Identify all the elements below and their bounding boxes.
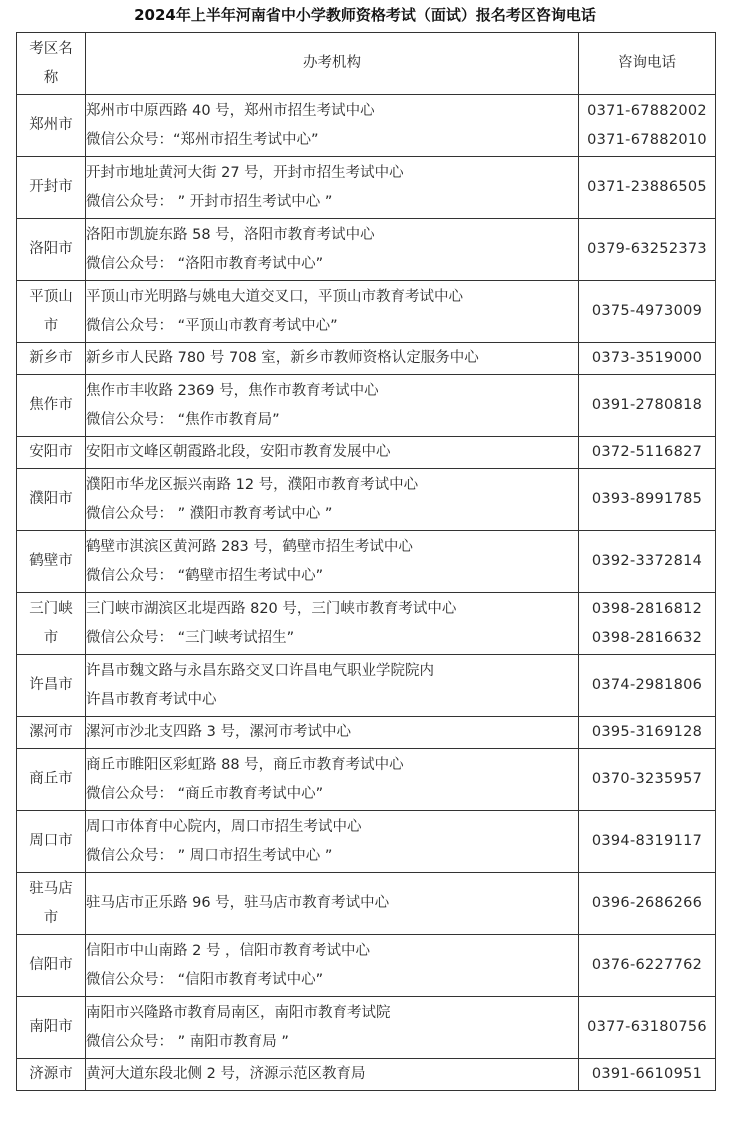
phone-cell — [579, 281, 716, 343]
phone-cell — [579, 935, 716, 997]
phone-number: 0371-23886505 — [587, 179, 707, 195]
phone-cell — [579, 717, 716, 749]
district-name: 郑州市 — [17, 95, 86, 157]
organization-line: 黄河大道东段北侧 2 号，济源示范区教育局 — [86, 1066, 366, 1082]
phone-cell — [579, 531, 716, 593]
organization — [86, 811, 579, 873]
organization — [86, 219, 579, 281]
phone-cell — [579, 219, 716, 281]
header-phone: 咨询电话 — [579, 33, 716, 95]
organization-line: 濮阳市华龙区振兴南路 12 号，濮阳市教育考试中心 — [86, 476, 419, 493]
organization-line: 漯河市沙北支四路 3 号，漯河市考试中心 — [86, 724, 351, 740]
district-name: 许昌市 — [17, 655, 86, 717]
organization — [86, 655, 579, 717]
phone-number: 0376-6227762 — [591, 957, 703, 973]
organization-line: 微信公众号： ” 开封市招生考试中心 ” — [86, 193, 333, 210]
phone-number: 0370-3235957 — [591, 771, 703, 787]
organization — [86, 1059, 579, 1091]
table-row — [17, 811, 716, 873]
header-row — [17, 33, 716, 95]
district-name: 焦作市 — [17, 375, 86, 437]
phone-number: 0375-4973009 — [591, 303, 703, 319]
table-row — [17, 593, 716, 655]
phone-cell — [579, 593, 716, 655]
organization-line: 安阳市文峰区朝霞路北段，安阳市教育发展中心 — [86, 444, 391, 460]
organization — [86, 717, 579, 749]
organization — [86, 935, 579, 997]
district-name: 新乡市 — [17, 343, 86, 375]
organization — [86, 873, 579, 935]
district-name: 漯河市 — [17, 717, 86, 749]
district-name: 周口市 — [17, 811, 86, 873]
district-name: 驻马店市 — [17, 873, 86, 935]
organization — [86, 157, 579, 219]
organization-line: 平顶山市光明路与姚电大道交叉口，平顶山市教育考试中心 — [86, 288, 463, 305]
phone-cell — [579, 157, 716, 219]
table-row — [17, 717, 716, 749]
organization-line: 许昌市魏文路与永昌东路交叉口许昌电气职业学院院内 — [86, 662, 434, 679]
district-name: 安阳市 — [17, 437, 86, 469]
district-name: 三门峡市 — [17, 593, 86, 655]
table-row — [17, 157, 716, 219]
phone-cell — [579, 811, 716, 873]
organization-line: 微信公众号：“郑州市招生考试中心” — [86, 131, 319, 148]
table-row — [17, 1059, 716, 1091]
district-name: 信阳市 — [17, 935, 86, 997]
district-name: 南阳市 — [17, 997, 86, 1059]
phone-number: 0391-6610951 — [591, 1066, 703, 1082]
district-name: 平顶山市 — [17, 281, 86, 343]
phone-number: 0371-67882002 — [587, 102, 707, 119]
phone-cell — [579, 95, 716, 157]
phone-cell — [579, 437, 716, 469]
phone-number: 0373-3519000 — [591, 350, 703, 366]
phone-cell — [579, 655, 716, 717]
table-row — [17, 437, 716, 469]
phone-cell — [579, 749, 716, 811]
organization-line: 微信公众号： ” 濮阳市教育考试中心 ” — [86, 505, 333, 522]
phone-number: 0398-2816812 — [591, 600, 703, 617]
organization — [86, 469, 579, 531]
organization-line: 微信公众号： “鹤壁市招生考试中心” — [86, 567, 324, 584]
phone-number: 0379-63252373 — [587, 241, 707, 257]
district-name: 洛阳市 — [17, 219, 86, 281]
table-row — [17, 935, 716, 997]
phone-cell — [579, 873, 716, 935]
organization-line: 微信公众号： “平顶山市教育考试中心” — [86, 317, 338, 334]
organization — [86, 997, 579, 1059]
phone-cell — [579, 469, 716, 531]
phone-cell — [579, 343, 716, 375]
organization — [86, 281, 579, 343]
table-row — [17, 997, 716, 1059]
organization-line: 微信公众号： ” 南阳市教育局 ” — [86, 1033, 289, 1050]
organization-line: 三门峡市湖滨区北堤西路 820 号，三门峡市教育考试中心 — [86, 600, 457, 617]
organization-line: 微信公众号： “信阳市教育考试中心” — [86, 971, 324, 988]
phone-number: 0372-5116827 — [591, 444, 703, 460]
organization-line: 微信公众号： “焦作市教育局” — [86, 411, 280, 428]
phone-number: 0394-8319117 — [591, 833, 703, 849]
organization-line: 微信公众号： ” 周口市招生考试中心 ” — [86, 847, 333, 864]
phone-number: 0395-3169128 — [591, 724, 703, 740]
phone-number: 0396-2686266 — [591, 895, 703, 911]
table-row — [17, 281, 716, 343]
contact-table — [16, 32, 716, 1091]
organization — [86, 531, 579, 593]
organization-line: 南阳市兴隆路市教育局南区，南阳市教育考试院 — [86, 1004, 391, 1021]
table-row — [17, 95, 716, 157]
phone-cell — [579, 1059, 716, 1091]
organization-line: 洛阳市凯旋东路 58 号，洛阳市教育考试中心 — [86, 226, 375, 243]
organization — [86, 343, 579, 375]
table-row — [17, 749, 716, 811]
table-row — [17, 469, 716, 531]
organization-line: 驻马店市正乐路 96 号，驻马店市教育考试中心 — [86, 895, 390, 911]
table-row — [17, 219, 716, 281]
organization-line: 周口市体育中心院内，周口市招生考试中心 — [86, 818, 362, 835]
organization-line: 微信公众号： “三门峡考试招生” — [86, 629, 295, 646]
organization — [86, 375, 579, 437]
phone-cell — [579, 375, 716, 437]
phone-number: 0398-2816632 — [591, 629, 703, 646]
organization-line: 鹤壁市淇滨区黄河路 283 号，鹤壁市招生考试中心 — [86, 538, 413, 555]
organization-line: 微信公众号： “商丘市教育考试中心” — [86, 785, 324, 802]
organization-line: 郑州市中原西路 40 号，郑州市招生考试中心 — [86, 102, 375, 119]
organization — [86, 749, 579, 811]
phone-number: 0374-2981806 — [591, 677, 703, 693]
phone-number: 0377-63180756 — [587, 1019, 707, 1035]
district-name: 鹤壁市 — [17, 531, 86, 593]
organization-line: 微信公众号： “洛阳市教育考试中心” — [86, 255, 324, 272]
organization-line: 信阳市中山南路 2 号 ，信阳市教育考试中心 — [86, 942, 371, 959]
organization — [86, 95, 579, 157]
phone-number: 0393-8991785 — [591, 491, 703, 507]
phone-number: 0391-2780818 — [591, 397, 703, 413]
district-name: 开封市 — [17, 157, 86, 219]
organization-line: 商丘市睢阳区彩虹路 88 号，商丘市教育考试中心 — [86, 756, 404, 773]
table-row — [17, 343, 716, 375]
header-org: 办考机构 — [86, 33, 579, 95]
phone-number: 0392-3372814 — [591, 553, 703, 569]
phone-cell — [579, 997, 716, 1059]
district-name: 濮阳市 — [17, 469, 86, 531]
table-row — [17, 655, 716, 717]
organization-line: 许昌市教育考试中心 — [86, 691, 217, 708]
table-row — [17, 375, 716, 437]
organization-line: 焦作市丰收路 2369 号，焦作市教育考试中心 — [86, 382, 379, 399]
organization-line: 新乡市人民路 780 号 708 室，新乡市教师资格认定服务中心 — [86, 350, 479, 366]
organization — [86, 437, 579, 469]
table-row — [17, 873, 716, 935]
organization — [86, 593, 579, 655]
organization-line: 开封市地址黄河大街 27 号，开封市招生考试中心 — [86, 164, 404, 181]
district-name: 商丘市 — [17, 749, 86, 811]
table-row — [17, 531, 716, 593]
page-title: 2024年上半年河南省中小学教师资格考试（面试）报名考区咨询电话 — [134, 6, 596, 24]
district-name: 济源市 — [17, 1059, 86, 1091]
header-name: 考区名称 — [17, 33, 86, 95]
phone-number: 0371-67882010 — [587, 131, 707, 148]
